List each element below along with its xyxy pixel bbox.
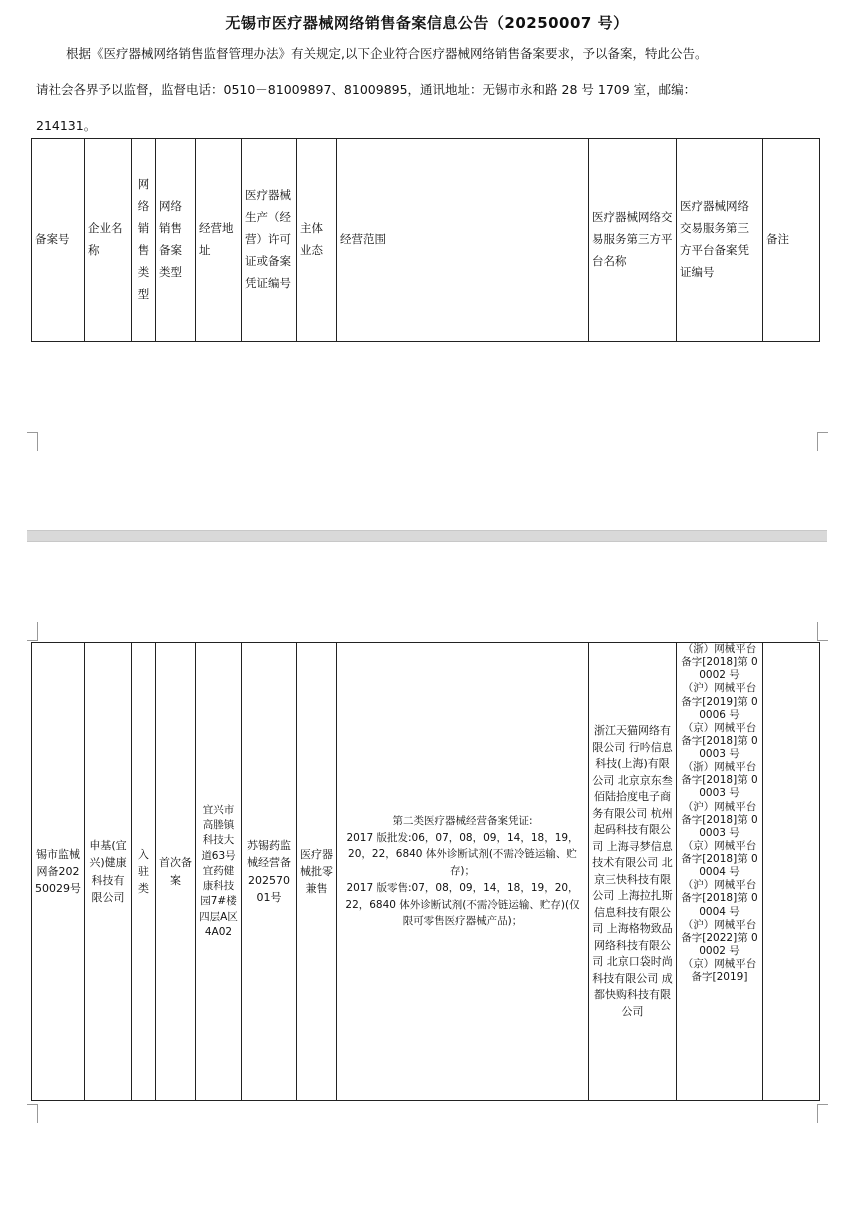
cert-entry: （沪）网械平台备字[2019]第 00006 号 — [681, 682, 758, 721]
crop-mark — [817, 432, 828, 451]
company-cell: 申基(宜兴)健康科技有限公司 — [85, 643, 132, 1101]
intro-paragraph: 根据《医疗器械网络销售监督管理办法》有关规定,以下企业符合医疗器械网络销售备案要求，予以备案，特此公告。 — [66, 46, 708, 61]
cert-list — [680, 643, 759, 984]
platform-cert-cell — [677, 643, 763, 1101]
crop-mark — [27, 432, 38, 451]
address-cell: 宜兴市高塍镇科技大道63号宜药健康科技园7#楼四层A区4A02 — [196, 643, 242, 1101]
crop-mark — [27, 622, 38, 641]
header-platform-name: 医疗器械网络交易服务第三方平台名称 — [589, 139, 677, 342]
record-no-cell: 锡市监械网备20250029号 — [32, 643, 85, 1101]
postcode-line: 214131。 — [36, 118, 97, 133]
platform-name-cell: 浙江天猫网络有限公司 行吟信息科技(上海)有限公司 北京京东叁佰陆拾度电子商务有限公司 杭州起码科技有限公司 上海寻梦信息技术有限公司 北京三快科技有限公司 上海拉扎斯信息科技有限公司 上海格物致品网络科技有限公司 北京口袋时尚科技有限公司 成都快购科技有限公司 — [589, 643, 677, 1101]
cert-entry: （沪）网械平台备字[2018]第 00003 号 — [681, 800, 758, 839]
header-record-type: 网络销售备案类型 — [156, 139, 196, 342]
header-table — [31, 138, 820, 342]
header-record-no: 备案号 — [32, 139, 85, 342]
scope-heading: 第二类医疗器械经营备案凭证: — [392, 814, 533, 827]
cert-entry: （浙）网械平台备字[2018]第 00002 号 — [681, 643, 758, 682]
remarks-cell — [763, 643, 820, 1101]
license-cell: 苏锡药监械经营备20257001号 — [242, 643, 297, 1101]
header-network-type: 网络销售类型 — [132, 139, 156, 342]
header-license: 医疗器械生产（经营）许可证或备案凭证编号 — [242, 139, 297, 342]
supervision-line: 请社会各界予以监督，监督电话：0510－81009897、81009895，通讯地址：无锡市永和路 28 号 1709 室，邮编： — [36, 82, 697, 97]
page-separator — [27, 530, 827, 542]
cert-entry: （京）网械平台备字[2018]第 00004 号 — [681, 839, 758, 879]
cert-entry: （沪）网械平台备字[2018]第 00004 号 — [681, 879, 758, 918]
record-table — [31, 642, 820, 1101]
crop-mark — [817, 1104, 828, 1123]
header-platform-cert: 医疗器械网络交易服务第三方平台备案凭证编号 — [677, 139, 763, 342]
header-business-form: 主体业态 — [297, 139, 337, 342]
scope-cell — [337, 643, 589, 1101]
page-title: 无锡市医疗器械网络销售备案信息公告（20250007 号） — [225, 14, 629, 32]
scope-retail: 2017 版零售:07，08，09，14，18，19，20，22，6840 体外诊断试剂(不需冷链运输、贮存)(仅限可零售医疗器械产品)； — [345, 881, 580, 928]
cert-entry: （浙）网械平台备字[2018]第 00003 号 — [681, 761, 758, 800]
crop-mark — [27, 1104, 38, 1123]
network-type-cell: 入驻类 — [132, 643, 156, 1101]
cert-entry: （沪）网械平台备字[2022]第 00002 号 — [681, 918, 758, 957]
scope-wholesale: 2017 版批发:06，07，08，09，14，18，19，20，22，6840 体外诊断试剂(不需冷链运输、贮存)； — [346, 831, 579, 878]
header-remarks: 备注 — [763, 139, 820, 342]
cert-entry: （京）网械平台备字[2019] — [682, 958, 757, 984]
record-type-cell: 首次备案 — [156, 643, 196, 1101]
header-company: 企业名称 — [85, 139, 132, 342]
crop-mark — [817, 622, 828, 641]
header-scope: 经营范围 — [337, 139, 589, 342]
cert-entry: （京）网械平台备字[2018]第 00003 号 — [681, 721, 758, 760]
business-form-cell: 医疗器械批零兼售 — [297, 643, 337, 1101]
header-address: 经营地址 — [196, 139, 242, 342]
table-row — [32, 643, 820, 1101]
